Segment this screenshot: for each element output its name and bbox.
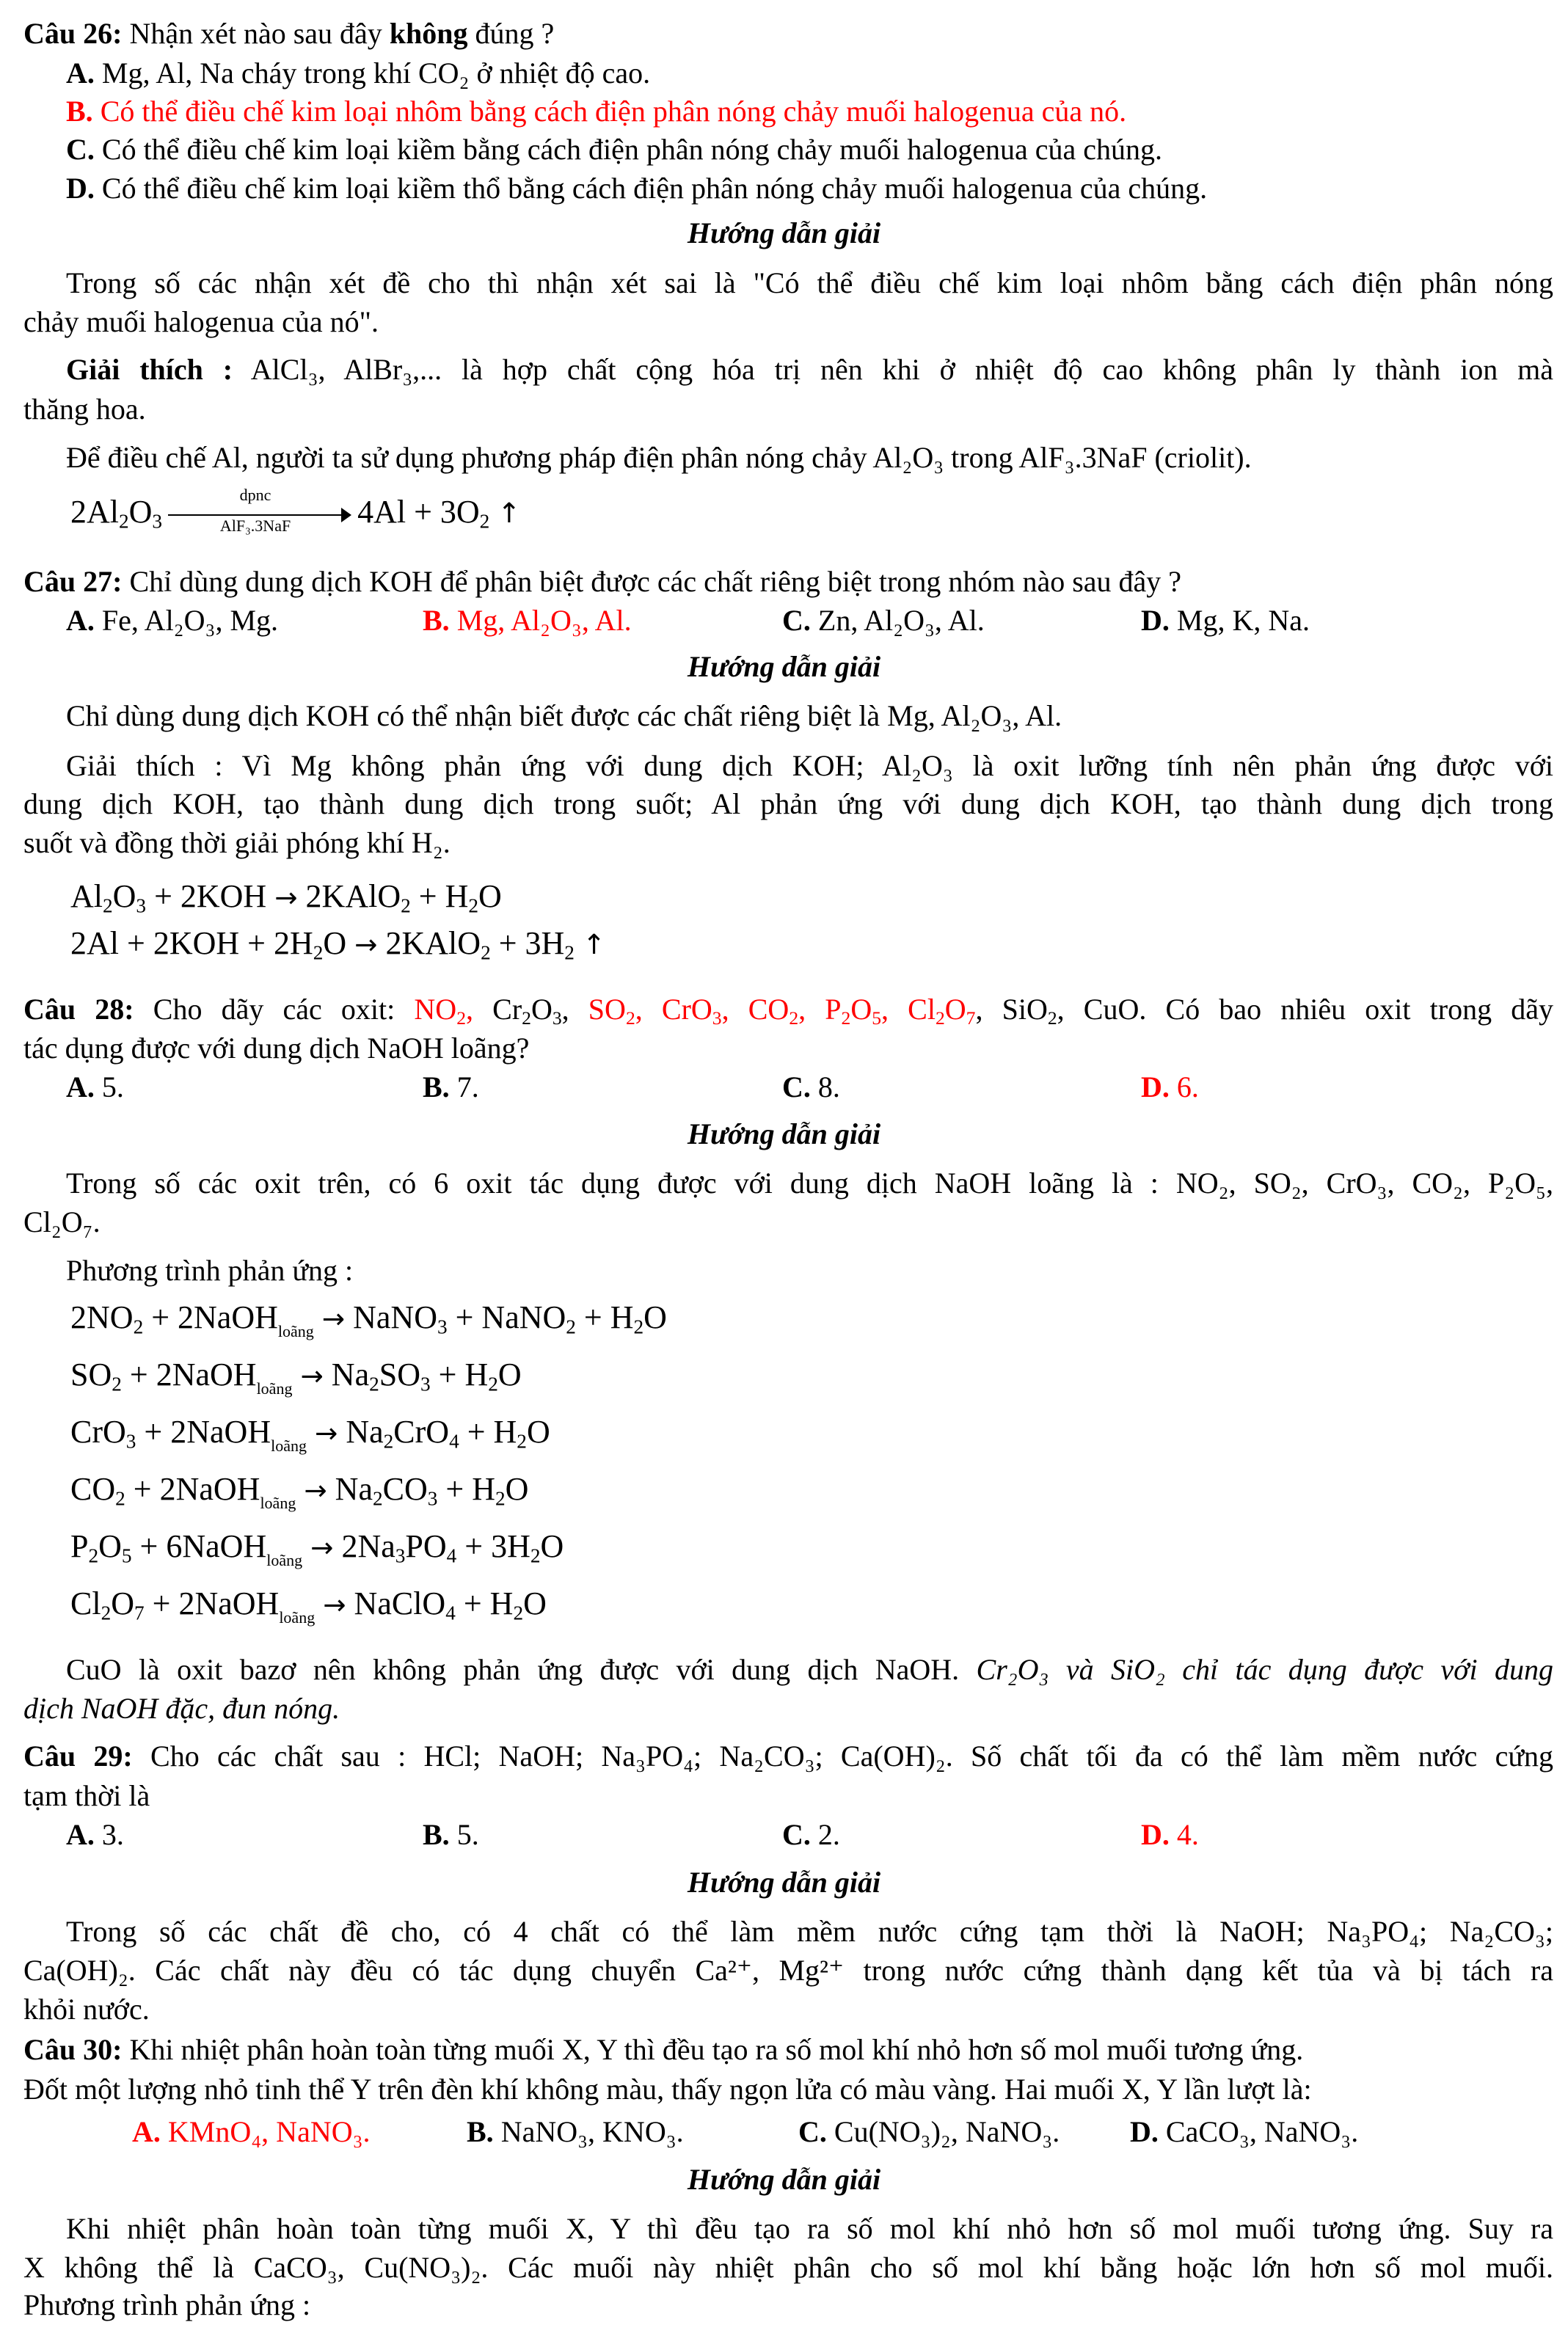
q29-stem-line-2: tạm thời là [23, 1779, 150, 1812]
q27-option-d [1141, 602, 1310, 640]
q26-explanation-text: AlCl₃, AlBr₃,... là hợp chất cộng hóa trị nên khi ở nhiệt độ cao không phân ly thành ion mà [250, 353, 1553, 386]
q29-option-b-letter: B. [423, 1818, 450, 1851]
q28-note-line-1 [66, 1651, 1553, 1689]
q26-solution-line-3: Để điều chế Al, người ta sử dụng phương pháp điện phân nóng chảy Al₂O₃ trong AlF₃.3NaF (criolit). [66, 441, 1252, 474]
q30-solution-line-2: X không thể là CaCO₃, Cu(NO₃)₂. Các muối này nhiệt phân cho số mol khí bằng hoặc lớn hơn số mol muối. [23, 2251, 1553, 2284]
q27-equation-2: $2Al + 2KOH + 2H_2O$ → 2KAlO$_2$ + $3H_2$ ↑ [70, 925, 606, 964]
q26-option-c-letter: C. [66, 133, 95, 166]
q29-option-b-text: 5. [456, 1818, 479, 1851]
q28-note-text: CuO là oxit bazơ nên không phản ứng được với dung dịch NaOH. [66, 1653, 960, 1686]
q26-option-b [66, 92, 1126, 131]
q28-stem-line-1 [23, 990, 1553, 1029]
q28-stem-line-2: tác dụng được với dung dịch NaOH loãng? [23, 1032, 530, 1065]
q28-equation-2: $SO_2$ + 2NaOH$_{loãng}$ → $Na_2SO_3 + H_2O$ [70, 1357, 522, 1398]
q30-stem-line-2: Đốt một lượng nhỏ tinh thể Y trên đèn khí không màu, thấy ngọn lửa có màu vàng. Hai muối X, Y lần lượt là: [23, 2073, 1312, 2106]
electrolysis-arrow [168, 485, 351, 535]
q28-option-b-text: 7. [456, 1070, 479, 1103]
q28-note-italic: Cr₂O₃ và SiO₂ chỉ tác dụng được với dung [976, 1653, 1553, 1686]
q26-option-c [66, 131, 1162, 169]
q28-option-a [66, 1068, 124, 1106]
gas-up-arrow-icon: ↑ [582, 928, 606, 960]
q30-solution-heading: Hướng dẫn giải [687, 2163, 881, 2196]
q30-option-c-text: Cu(NO₃)₂, NaNO₃. [834, 2115, 1060, 2148]
q26-solution-line-1: Trong số các nhận xét đề cho thì nhận xét sai là "Có thể điều chế kim loại nhôm bằng cách điện phân nóng [66, 266, 1553, 299]
q30-option-a-letter: A. [132, 2115, 161, 2148]
q28-equation-6: $Cl_2O_7$ + 2NaOH$_{loãng}$ → NaClO$_4$ + $H_2O$ [70, 1585, 547, 1627]
q30-option-c-letter: C. [798, 2115, 827, 2148]
q29-option-b [423, 1816, 479, 1854]
q28-equation-3: CrO$_3$ + 2NaOH$_{loãng}$ → $Na_2CrO_4 + H_2O$ [70, 1414, 550, 1456]
q27-option-c [782, 602, 985, 640]
q28-note-line-2: dịch NaOH đặc, đun nóng. [23, 1692, 340, 1725]
q29-solution-heading: Hướng dẫn giải [687, 1866, 881, 1899]
q28-equation-5: $P_2O_5$ + 6NaOH$_{loãng}$ → $2Na_3PO_4 + 3H_2O$ [70, 1528, 564, 1570]
q27-stem-text: Chỉ dùng dung dịch KOH để phân biệt được các chất riêng biệt trong nhóm nào sau đây ? [129, 565, 1182, 598]
q26-explanation-line-2: thăng hoa. [23, 393, 146, 426]
q29-stem-line-1 [23, 1737, 1553, 1775]
q28-option-a-text: 5. [101, 1070, 124, 1103]
q27-option-c-text: Zn, Al₂O₃, Al. [817, 604, 985, 637]
q26-option-b-letter: B. [66, 95, 93, 128]
q29-option-c-letter: C. [782, 1818, 811, 1851]
gas-up-arrow-icon: ↑ [497, 497, 521, 529]
q27-option-b-text: Mg, Al₂O₃, Al. [456, 604, 632, 637]
q28-option-c [782, 1068, 840, 1106]
q26-stem [23, 15, 554, 53]
q27-option-b [423, 602, 632, 640]
q28-equation-4: $CO_2$ + 2NaOH$_{loãng}$ → $Na_2CO_3 + H_2O$ [70, 1471, 529, 1513]
q27-option-a-letter: A. [66, 604, 95, 637]
q28-option-b-letter: B. [423, 1070, 450, 1103]
q28-equation-1: $2NO_2$ + 2NaOH$_{loãng}$ → NaNO$_3$ + NaNO$_2$ + $H_2O$ [70, 1299, 667, 1341]
q26-explanation-label: Giải thích : [66, 353, 233, 386]
q29-solution-line-2: Ca(OH)₂. Các chất này đều có tác dụng chuyển Ca²⁺, Mg²⁺ trong nước cứng thành dạng kết tủa và bị tách ra [23, 1954, 1553, 1987]
q30-option-a [132, 2113, 371, 2151]
q29-solution-line-3: khỏi nước. [23, 1993, 150, 2026]
q29-option-c-text: 2. [817, 1818, 840, 1851]
q29-solution-line-1: Trong số các chất đề cho, có 4 chất có thể làm mềm nước cứng tạm thời là NaOH; Na₃PO₄; Na₂CO₃; [66, 1915, 1553, 1948]
q26-equation: $2Al_2O_3$ dpnc AlF₃.3NaF $4Al + 3O_2$ ↑ [70, 485, 521, 535]
q28-oxide-list: $NO_2$, $Cr_2O_3$, $SO_2$, CrO$_3$, $CO_2$, $P_2O_5$, $Cl_2O_7$, SiO$_2$, CuO. [414, 993, 1147, 1029]
q27-option-c-letter: C. [782, 604, 811, 637]
q30-option-d-letter: D. [1130, 2115, 1159, 2148]
q26-explanation-line-1 [66, 351, 1553, 389]
q26-solution-heading: Hướng dẫn giải [687, 216, 881, 249]
q29-stem-text: Cho các chất sau : HCl; NaOH; Na₃PO₄; Na₂CO₃; Ca(OH)₂. Số chất tối đa có thể làm mềm nước cứng [150, 1740, 1554, 1773]
q27-option-d-text: Mg, K, Na. [1176, 604, 1310, 637]
q29-option-d [1141, 1816, 1199, 1854]
arrow-condition-top: dpnc [239, 485, 271, 504]
q27-solution-line-1: Chỉ dùng dung dịch KOH có thể nhận biết được các chất riêng biệt là Mg, Al₂O₃, Al. [66, 699, 1062, 732]
q30-stem-line-1 [23, 2031, 1303, 2069]
q28-solution-line-1: Trong số các oxit trên, có 6 oxit tác dụng được với dung dịch NaOH loãng là : NO₂, SO₂, CrO₃, CO₂, P₂O₅, [66, 1167, 1553, 1200]
q26-option-d-text: Có thể điều chế kim loại kiềm thổ bằng cách điện phân nóng chảy muối halogenua của chúng. [101, 172, 1208, 205]
q26-option-d-letter: D. [66, 172, 95, 205]
q26-stem-emphasis: không [389, 17, 468, 50]
q27-solution-line-2: Giải thích : Vì Mg không phản ứng với dung dịch KOH; Al₂O₃ là oxit lưỡng tính nên phản ứng được với [66, 749, 1553, 782]
q28-option-d-text: 6. [1176, 1070, 1199, 1103]
q27-option-b-letter: B. [423, 604, 450, 637]
q28-equations-label: Phương trình phản ứng : [66, 1254, 354, 1287]
q28-option-a-letter: A. [66, 1070, 95, 1103]
q28-stem-question: Có bao nhiêu oxit trong dãy [1165, 993, 1554, 1026]
q26-stem-text: Nhận xét nào sau đây [129, 17, 382, 50]
q27-stem [23, 563, 1181, 601]
q29-option-a-letter: A. [66, 1818, 95, 1851]
q27-option-a-text: Fe, Al₂O₃, Mg. [101, 604, 279, 637]
q28-label: Câu 28: [23, 993, 134, 1026]
q28-solution-line-2: Cl₂O₇. [23, 1205, 101, 1238]
q30-option-b-letter: B. [467, 2115, 494, 2148]
q28-option-d-letter: D. [1141, 1070, 1170, 1103]
q26-option-a-text: Mg, Al, Na cháy trong khí CO₂ ở nhiệt độ cao. [101, 56, 651, 90]
q29-option-d-text: 4. [1176, 1818, 1199, 1851]
q26-option-d [66, 169, 1207, 208]
q28-stem-text: Cho dãy các oxit: [153, 993, 395, 1026]
q30-label: Câu 30: [23, 2033, 123, 2066]
q28-option-b [423, 1068, 479, 1106]
q29-option-a-text: 3. [101, 1818, 124, 1851]
q27-equation-1: $Al_2O_3 + 2KOH$ → 2KAlO$_2$ + $H_2O$ [70, 878, 502, 917]
q30-option-d-text: CaCO₃, NaNO₃. [1165, 2115, 1359, 2148]
q26-option-c-text: Có thể điều chế kim loại kiềm bằng cách điện phân nóng chảy muối halogenua của chúng. [101, 133, 1163, 166]
q28-solution-heading: Hướng dẫn giải [687, 1117, 881, 1150]
q26-option-a-letter: A. [66, 56, 95, 90]
q27-solution-heading: Hướng dẫn giải [687, 650, 881, 683]
q27-option-d-letter: D. [1141, 604, 1170, 637]
q26-option-a [66, 54, 650, 92]
q30-option-b [467, 2113, 684, 2151]
q30-solution-line-3: Phương trình phản ứng : [23, 2288, 311, 2321]
q28-option-c-text: 8. [817, 1070, 840, 1103]
q26-option-b-text: Có thể điều chế kim loại nhôm bằng cách điện phân nóng chảy muối halogenua của nó. [100, 95, 1127, 128]
q30-stem-text: Khi nhiệt phân hoàn toàn từng muối X, Y thì đều tạo ra số mol khí nhỏ hơn số mol muối tương ứng. [129, 2033, 1304, 2066]
q29-label: Câu 29: [23, 1740, 133, 1773]
q26-stem-end: đúng ? [475, 17, 555, 50]
q28-option-d [1141, 1068, 1199, 1106]
q29-option-c [782, 1816, 840, 1854]
q26-label: Câu 26: [23, 17, 123, 50]
q27-solution-line-4: suốt và đồng thời giải phóng khí H₂. [23, 826, 451, 859]
q27-label: Câu 27: [23, 565, 123, 598]
q27-solution-line-3: dung dịch KOH, tạo thành dung dịch trong suốt; Al phản ứng với dung dịch KOH, tạo thành dung dịch trong [23, 787, 1553, 820]
q28-option-c-letter: C. [782, 1070, 811, 1103]
q30-option-c [798, 2113, 1060, 2151]
q30-option-d [1130, 2113, 1358, 2151]
q30-option-b-text: NaNO₃, KNO₃. [500, 2115, 684, 2148]
q27-option-a [66, 602, 278, 640]
q30-solution-line-1: Khi nhiệt phân hoàn toàn từng muối X, Y thì đều tạo ra số mol khí nhỏ hơn số mol muối tương ứng. Suy ra [66, 2212, 1553, 2245]
q26-solution-line-2: chảy muối halogenua của nó". [23, 305, 379, 338]
q29-option-d-letter: D. [1141, 1818, 1170, 1851]
q29-option-a [66, 1816, 124, 1854]
q30-option-a-text: KMnO₄, NaNO₃. [167, 2115, 371, 2148]
arrow-condition-bottom: AlF₃.3NaF [219, 516, 291, 535]
